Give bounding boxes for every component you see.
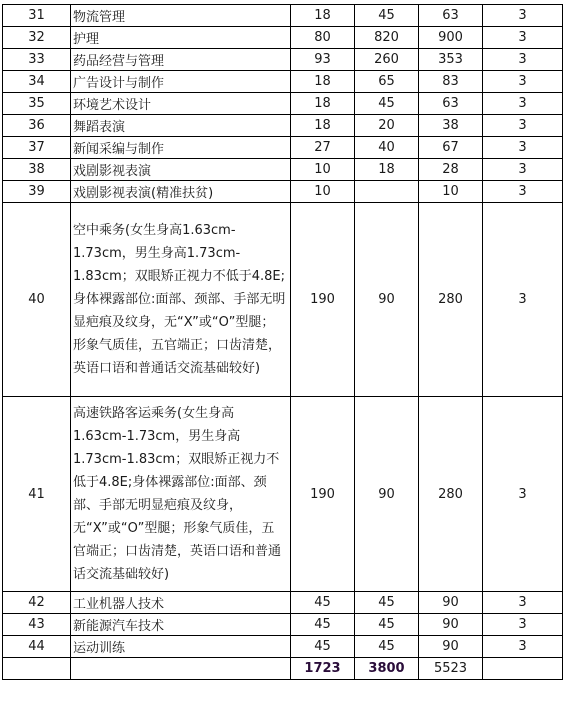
row-number: 32	[3, 27, 71, 49]
count-a: 45	[291, 614, 355, 636]
total-row-number	[3, 658, 71, 680]
years: 3	[483, 137, 563, 159]
years: 3	[483, 203, 563, 397]
major-name: 新闻采编与制作	[71, 137, 291, 159]
count-total: 63	[419, 5, 483, 27]
count-a: 190	[291, 397, 355, 592]
count-b: 45	[355, 636, 419, 658]
count-b: 45	[355, 5, 419, 27]
count-b: 260	[355, 49, 419, 71]
years: 3	[483, 27, 563, 49]
row-number: 37	[3, 137, 71, 159]
count-total: 900	[419, 27, 483, 49]
table-row	[3, 159, 563, 181]
major-name: 物流管理	[71, 5, 291, 27]
count-a: 80	[291, 27, 355, 49]
count-total: 28	[419, 159, 483, 181]
total-row	[3, 658, 563, 680]
count-total: 38	[419, 115, 483, 137]
row-number: 35	[3, 93, 71, 115]
count-a: 10	[291, 181, 355, 203]
table-row	[3, 49, 563, 71]
count-a: 18	[291, 71, 355, 93]
enrollment-table	[2, 4, 563, 680]
count-b: 18	[355, 159, 419, 181]
row-number: 41	[3, 397, 71, 592]
count-b: 45	[355, 592, 419, 614]
count-b: 20	[355, 115, 419, 137]
count-b: 65	[355, 71, 419, 93]
row-number: 39	[3, 181, 71, 203]
row-number: 42	[3, 592, 71, 614]
count-a: 190	[291, 203, 355, 397]
table-row	[3, 636, 563, 658]
table-row	[3, 592, 563, 614]
count-a: 27	[291, 137, 355, 159]
major-name: 护理	[71, 27, 291, 49]
years: 3	[483, 71, 563, 93]
table-row	[3, 93, 563, 115]
count-b: 45	[355, 614, 419, 636]
row-number: 44	[3, 636, 71, 658]
table-row	[3, 115, 563, 137]
years: 3	[483, 5, 563, 27]
total-a: 1723	[291, 658, 355, 680]
count-b	[355, 181, 419, 203]
years: 3	[483, 115, 563, 137]
count-total: 280	[419, 203, 483, 397]
count-b: 820	[355, 27, 419, 49]
count-a: 45	[291, 592, 355, 614]
years: 3	[483, 636, 563, 658]
count-total: 280	[419, 397, 483, 592]
years: 3	[483, 614, 563, 636]
row-number: 36	[3, 115, 71, 137]
row-number: 34	[3, 71, 71, 93]
years: 3	[483, 592, 563, 614]
count-a: 93	[291, 49, 355, 71]
major-name: 戏剧影视表演(精准扶贫)	[71, 181, 291, 203]
table-row	[3, 5, 563, 27]
row-number: 31	[3, 5, 71, 27]
count-b: 90	[355, 203, 419, 397]
row-number: 43	[3, 614, 71, 636]
total-sum: 5523	[419, 658, 483, 680]
major-name: 舞蹈表演	[71, 115, 291, 137]
years: 3	[483, 93, 563, 115]
total-label	[71, 658, 291, 680]
count-b: 45	[355, 93, 419, 115]
table-row	[3, 397, 563, 592]
count-a: 18	[291, 115, 355, 137]
row-number: 38	[3, 159, 71, 181]
count-a: 45	[291, 636, 355, 658]
row-number: 40	[3, 203, 71, 397]
count-total: 353	[419, 49, 483, 71]
years: 3	[483, 159, 563, 181]
count-total: 83	[419, 71, 483, 93]
major-name: 工业机器人技术	[71, 592, 291, 614]
table-row	[3, 614, 563, 636]
major-name: 药品经营与管理	[71, 49, 291, 71]
years: 3	[483, 397, 563, 592]
major-name: 广告设计与制作	[71, 71, 291, 93]
count-b: 40	[355, 137, 419, 159]
years: 3	[483, 49, 563, 71]
count-b: 90	[355, 397, 419, 592]
total-years	[483, 658, 563, 680]
table-row	[3, 181, 563, 203]
table-row	[3, 137, 563, 159]
table-row	[3, 203, 563, 397]
major-name: 环境艺术设计	[71, 93, 291, 115]
count-total: 63	[419, 93, 483, 115]
count-a: 10	[291, 159, 355, 181]
major-name: 高速铁路客运乘务(女生身高1.63cm-1.73cm，男生身高1.73cm-1.83cm；双眼矫正视力不低于4.8E;身体裸露部位:面部、颈部、手部无明显疤痕及纹身，无“X”或“O”型腿；形象气质佳，五官端正；口齿清楚，英语口语和普通话交流基础较好)	[71, 397, 291, 592]
major-name: 新能源汽车技术	[71, 614, 291, 636]
count-a: 18	[291, 93, 355, 115]
table-row	[3, 27, 563, 49]
years: 3	[483, 181, 563, 203]
count-total: 90	[419, 592, 483, 614]
count-total: 90	[419, 614, 483, 636]
total-b: 3800	[355, 658, 419, 680]
table-row	[3, 71, 563, 93]
count-a: 18	[291, 5, 355, 27]
major-name: 空中乘务(女生身高1.63cm-1.73cm，男生身高1.73cm-1.83cm；双眼矫正视力不低于4.8E;身体裸露部位:面部、颈部、手部无明显疤痕及纹身，无“X”或“O”型腿；形象气质佳，五官端正；口齿清楚，英语口语和普通话交流基础较好)	[71, 203, 291, 397]
major-name: 戏剧影视表演	[71, 159, 291, 181]
count-total: 90	[419, 636, 483, 658]
row-number: 33	[3, 49, 71, 71]
count-total: 10	[419, 181, 483, 203]
major-name: 运动训练	[71, 636, 291, 658]
count-total: 67	[419, 137, 483, 159]
